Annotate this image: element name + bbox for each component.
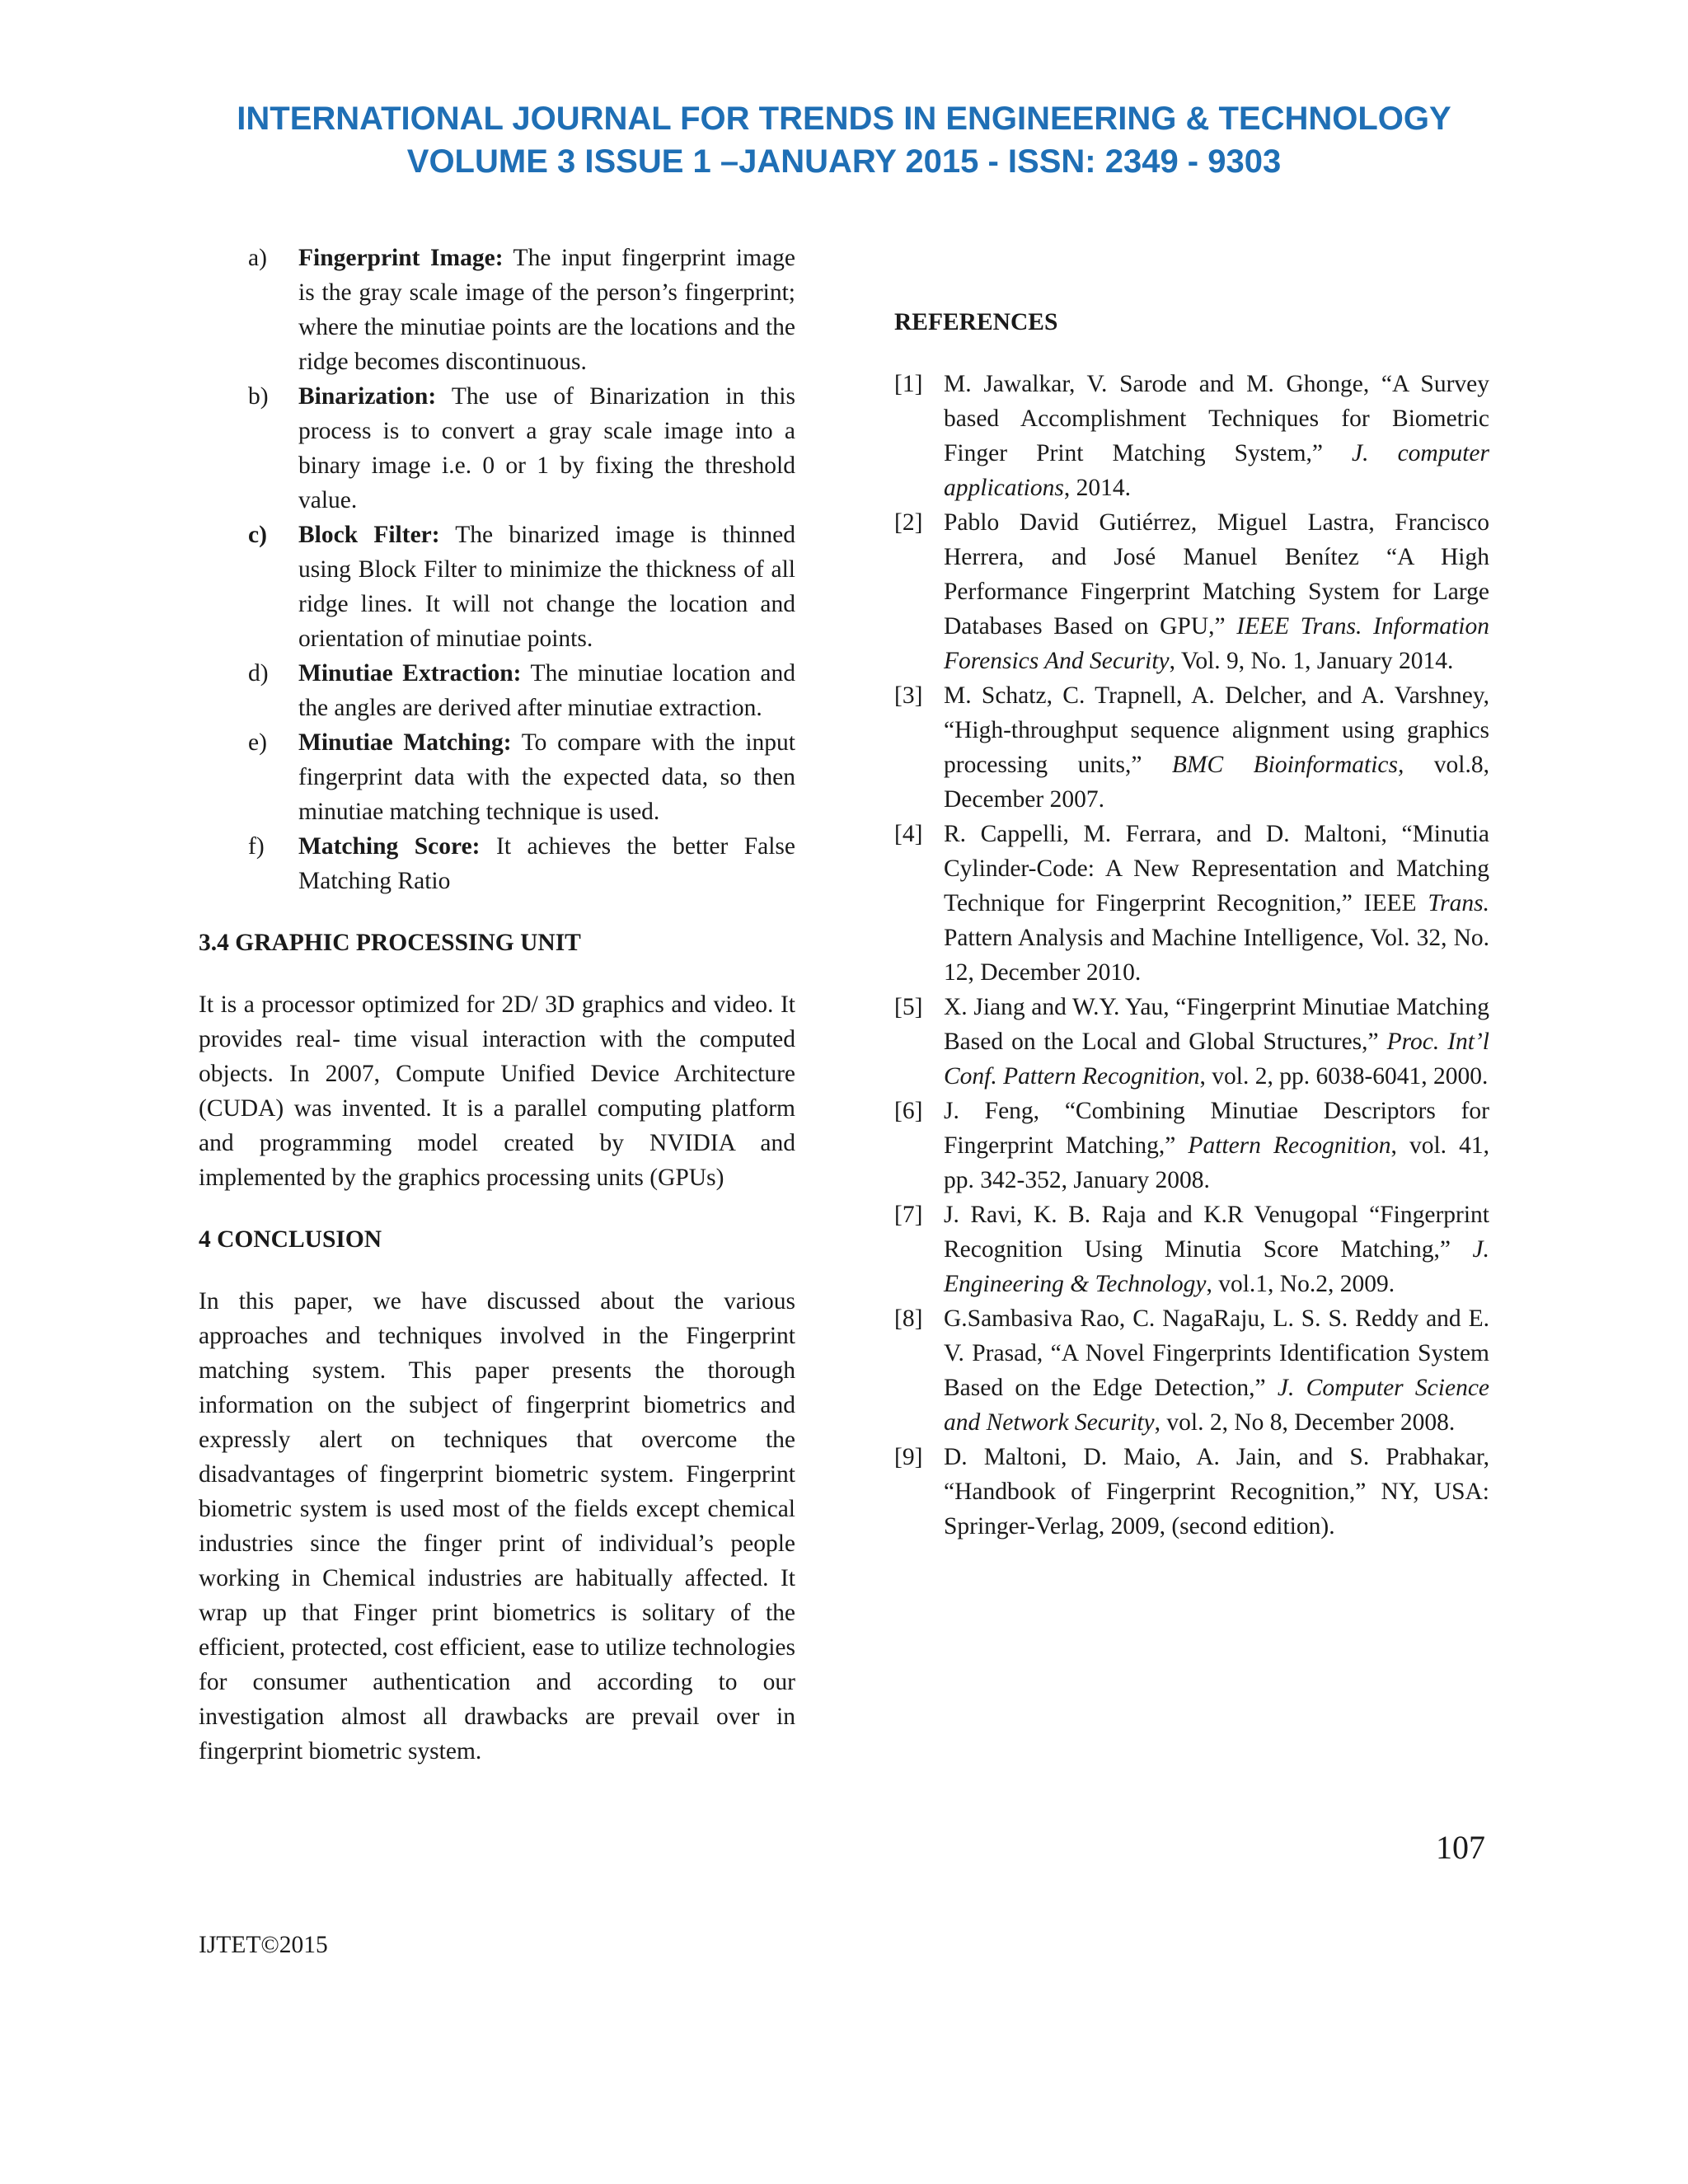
list-marker: a) xyxy=(248,245,267,271)
list-marker: e) xyxy=(248,729,267,756)
reference-number: [2] xyxy=(894,509,923,536)
reference-venue: Proc. Int’l Conf. Pattern Recognition xyxy=(944,1029,1489,1090)
copyright-footer: IJTET©2015 xyxy=(199,1932,328,1958)
section-heading-conclusion: 4 CONCLUSION xyxy=(199,1226,382,1253)
list-item xyxy=(199,379,795,518)
reference-authors-title: J. Ravi, K. B. Raja and K.R Venugopal “Fingerprint Recognition Using Minutia Score Matching,” xyxy=(944,1202,1489,1263)
left-column xyxy=(199,241,795,1769)
list-item-term: Minutiae Matching: xyxy=(298,729,512,756)
reference-authors-title: M. Schatz, C. Trapnell, A. Delcher, and A. Varshney, “High-throughput sequence alignment using graphics processing units,” xyxy=(944,682,1489,778)
reference-details: , vol.1, No.2, 2009. xyxy=(1206,1271,1395,1297)
reference-details: , 2014. xyxy=(1063,475,1131,501)
reference-text xyxy=(944,1094,1489,1197)
reference-text xyxy=(944,990,1489,1094)
reference-venue: BMC Bioinformatics, xyxy=(1171,752,1404,778)
processing-steps-list xyxy=(199,241,795,898)
list-item-term: Minutiae Extraction: xyxy=(298,660,522,687)
list-item-term: Binarization: xyxy=(298,383,437,410)
list-item-term: Fingerprint Image: xyxy=(298,245,504,271)
reference-item xyxy=(894,990,1489,1094)
reference-details: , vol. 2, pp. 6038-6041, 2000. xyxy=(1199,1063,1489,1090)
reference-number: [7] xyxy=(894,1202,923,1228)
reference-authors-title: R. Cappelli, M. Ferrara, and D. Maltoni, “Minutia Cylinder-Code: A New Representation and Matching Technique for Fingerprint Recognition,” IEEE xyxy=(944,821,1489,916)
list-item-text: The binarized image is thinned using Block Filter to minimize the thickness of all ridge lines. It will not change the location and orientation of minutiae points. xyxy=(298,522,795,652)
list-item-term: Block Filter: xyxy=(298,522,440,548)
reference-authors-title: M. Jawalkar, V. Sarode and M. Ghonge, “A Survey based Accomplishment Techniques for Biometric Finger Print Matching System,” xyxy=(944,371,1489,466)
references-heading: REFERENCES xyxy=(894,309,1058,335)
reference-venue: J. Computer Science and Network Security xyxy=(944,1375,1490,1436)
reference-details: Pattern Analysis and Machine Intelligence, Vol. 32, No. 12, December 2010. xyxy=(944,925,1489,986)
reference-text xyxy=(944,817,1489,990)
reference-item xyxy=(894,678,1489,817)
list-item-body xyxy=(298,518,795,656)
references-list xyxy=(894,367,1489,1544)
reference-number: [8] xyxy=(894,1305,923,1332)
list-item xyxy=(199,656,795,725)
reference-venue: Trans. xyxy=(1428,890,1489,916)
reference-item xyxy=(894,1301,1489,1440)
list-item-body xyxy=(298,725,795,829)
reference-number: [6] xyxy=(894,1098,923,1124)
reference-venue: J. Engineering & Technology xyxy=(944,1236,1489,1297)
reference-details: , vol. 2, No 8, December 2008. xyxy=(1154,1409,1456,1436)
list-marker: f) xyxy=(248,833,265,860)
reference-authors-title: J. Feng, “Combining Minutiae Descriptors for Fingerprint Matching,” xyxy=(944,1098,1489,1159)
reference-item xyxy=(894,505,1489,678)
reference-authors-title: G.Sambasiva Rao, C. NagaRaju, L. S. S. Reddy and E. V. Prasad, “A Novel Fingerprints Identification System Based on the Edge Detection,” xyxy=(944,1305,1489,1401)
list-item-text: The use of Binarization in this process is to convert a gray scale image into a binary image i.e. 0 or 1 by fixing the threshold value. xyxy=(298,383,795,513)
reference-text xyxy=(944,1440,1489,1544)
list-item-body xyxy=(298,241,795,379)
reference-text xyxy=(944,1301,1489,1440)
list-item xyxy=(199,518,795,656)
journal-header xyxy=(0,97,1688,183)
reference-item xyxy=(894,1197,1489,1301)
reference-item xyxy=(894,817,1489,990)
journal-issue: VOLUME 3 ISSUE 1 –JANUARY 2015 - ISSN: 2349 - 9303 xyxy=(406,143,1282,180)
reference-item xyxy=(894,1440,1489,1544)
reference-number: [3] xyxy=(894,682,923,709)
list-item xyxy=(199,829,795,898)
reference-authors-title: Pablo David Gutiérrez, Miguel Lastra, Francisco Herrera, and José Manuel Benítez “A High Performance Fingerprint Matching System for Large Databases Based on GPU,” xyxy=(944,509,1489,640)
list-item xyxy=(199,241,795,379)
reference-number: [4] xyxy=(894,821,923,847)
reference-text xyxy=(944,678,1489,817)
gpu-paragraph: It is a processor optimized for 2D/ 3D graphics and video. It provides real- time visual interaction with the computed objects. In 2007, Compute Unified Device Architecture (CUDA) was invented. It is a parallel computing platform and programming model created by NVIDIA and implemented by the graphics processing units (GPUs) xyxy=(199,991,795,1191)
reference-details: , Vol. 9, No. 1, January 2014. xyxy=(1169,648,1454,674)
reference-venue: Pattern Recognition xyxy=(1188,1132,1391,1159)
reference-number: [5] xyxy=(894,994,923,1020)
list-item-text: To compare with the input fingerprint data with the expected data, so then minutiae matching technique is used. xyxy=(298,729,795,825)
reference-authors-title: D. Maltoni, D. Maio, A. Jain, and S. Prabhakar, “Handbook of Fingerprint Recognition,” NY, USA: Springer-Verlag, 2009, (second edition). xyxy=(944,1444,1489,1540)
right-column xyxy=(894,305,1489,1544)
reference-text xyxy=(944,1197,1489,1301)
list-marker: d) xyxy=(248,660,269,687)
list-marker: b) xyxy=(248,383,269,410)
list-item-body xyxy=(298,829,795,898)
section-heading-gpu: 3.4 GRAPHIC PROCESSING UNIT xyxy=(199,930,581,956)
reference-details: , vol. 41, pp. 342-352, January 2008. xyxy=(944,1132,1490,1193)
reference-text xyxy=(944,505,1489,678)
list-item xyxy=(199,725,795,829)
reference-venue: J. computer applications xyxy=(944,440,1489,501)
reference-number: [1] xyxy=(894,371,923,397)
list-item-term: Matching Score: xyxy=(298,833,481,860)
list-item-text: The minutiae location and the angles are derived after minutiae extraction. xyxy=(298,660,796,721)
list-marker: c) xyxy=(248,522,267,548)
journal-title: INTERNATIONAL JOURNAL FOR TRENDS IN ENGINEERING & TECHNOLOGY xyxy=(237,101,1451,137)
list-item-body xyxy=(298,656,795,725)
reference-text xyxy=(944,367,1489,505)
reference-authors-title: X. Jiang and W.Y. Yau, “Fingerprint Minutiae Matching Based on the Local and Global Structures,” xyxy=(944,994,1489,1055)
reference-venue: IEEE Trans. Information Forensics And Security xyxy=(944,613,1489,674)
page-number: 107 xyxy=(1436,1829,1485,1866)
conclusion-paragraph: In this paper, we have discussed about the various approaches and techniques involved in the Fingerprint matching system. This paper presents the thorough information on the subject of fingerprint biometrics and expressly alert on techniques that overcome the disadvantages of fingerprint biometric system. Fingerprint biometric system is used most of the fields except chemical industries since the finger print of individual’s people working in Chemical industries are habitually affected. It wrap up that Finger print biometrics is solitary of the efficient, protected, cost efficient, ease to utilize technologies for consumer authentication and according to our investigation almost all drawbacks are prevail over in fingerprint biometric system. xyxy=(199,1288,795,1765)
reference-details: vol.8, December 2007. xyxy=(944,752,1489,813)
list-item-body xyxy=(298,379,795,518)
reference-item xyxy=(894,1094,1489,1197)
reference-number: [9] xyxy=(894,1444,923,1470)
list-item-text: It achieves the better False Matching Ratio xyxy=(298,833,795,894)
reference-item xyxy=(894,367,1489,505)
list-item-text: The input fingerprint image is the gray scale image of the person’s fingerprint; where the minutiae points are the locations and the ridge becomes discontinuous. xyxy=(298,245,795,375)
